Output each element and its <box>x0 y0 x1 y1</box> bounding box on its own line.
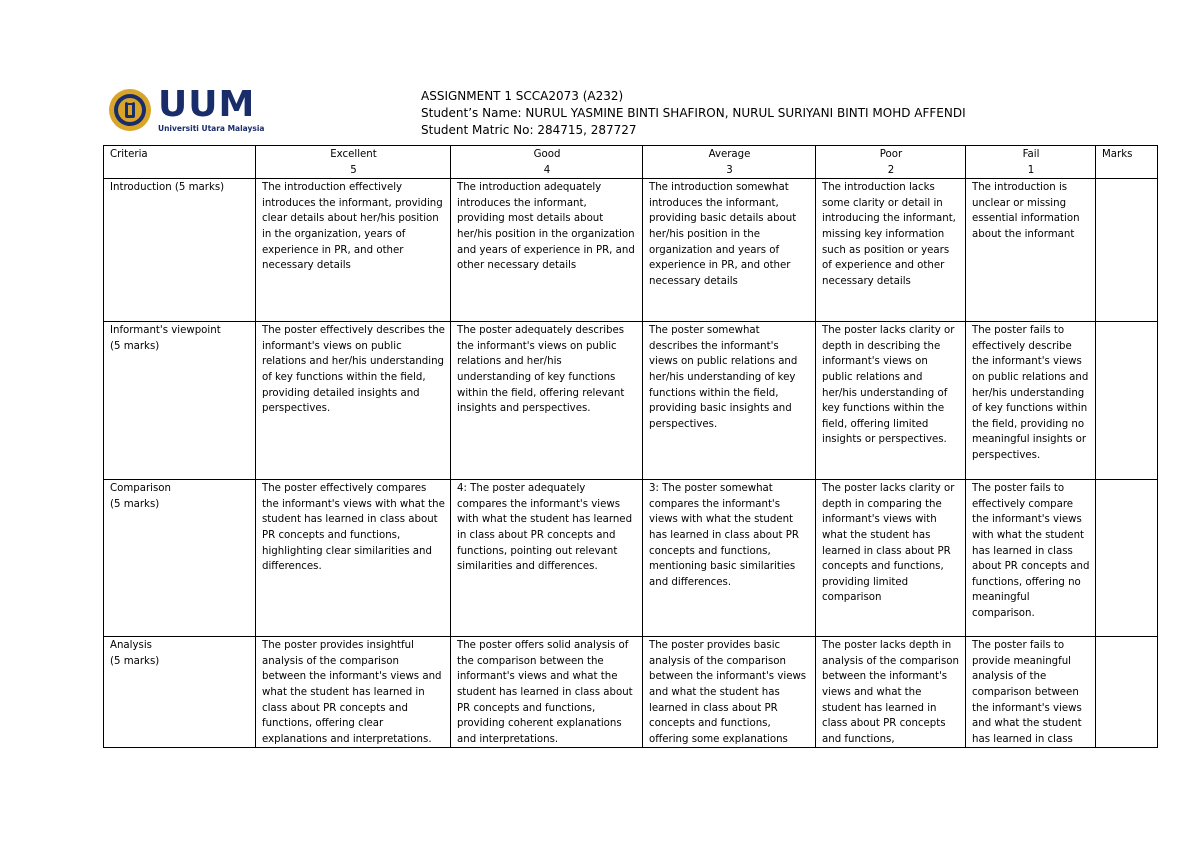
table-row <box>104 322 1158 480</box>
header-criteria: Criteria <box>104 146 256 179</box>
rubric-cell: The introduction is unclear or missing essential information about the informant <box>966 179 1096 322</box>
marks-cell <box>1096 480 1158 637</box>
table-row <box>104 179 1158 322</box>
rubric-table <box>103 145 1158 748</box>
rubric-cell: The introduction effectively introduces the informant, providing clear details about her/his position in the organization, years of experience in PR, and other necessary details <box>256 179 451 322</box>
criteria-cell: Informant's viewpoint (5 marks) <box>104 322 256 480</box>
logo-subtitle: Universiti Utara Malaysia <box>158 124 265 133</box>
table-row <box>104 480 1158 637</box>
rubric-cell: The poster provides insightful analysis of the comparison between the informant's views and what the student has learned in class about PR concepts and functions, offering clear explanations and interpretations. <box>256 637 451 748</box>
rubric-cell: The poster fails to provide meaningful analysis of the comparison between the informant's views and what the student has learned in class <box>966 637 1096 748</box>
uum-crest-icon <box>108 84 152 136</box>
marks-cell <box>1096 637 1158 748</box>
rubric-cell: The poster fails to effectively describe the informant's views on public relations and her/his understanding of key functions within the field, providing no meaningful insights or perspectives. <box>966 322 1096 480</box>
criteria-cell: Comparison (5 marks) <box>104 480 256 637</box>
criteria-cell: Introduction (5 marks) <box>104 179 256 322</box>
header-good: Good 4 <box>451 146 643 179</box>
rubric-cell: 3: The poster somewhat compares the informant's views with what the student has learned in class about PR concepts and functions, mentioning basic similarities and differences. <box>643 480 816 637</box>
student-matric: Student Matric No: 284715, 287727 <box>421 123 637 137</box>
rubric-cell: The introduction adequately introduces the informant, providing most details about her/his position in the organization and years of experience in PR, and other necessary details <box>451 179 643 322</box>
header-poor: Poor 2 <box>816 146 966 179</box>
header-excellent: Excellent 5 <box>256 146 451 179</box>
rubric-cell: The poster fails to effectively compare the informant's views with what the student has learned in class about PR concepts and functions, offering no meaningful comparison. <box>966 480 1096 637</box>
student-names: Student’s Name: NURUL YASMINE BINTI SHAFIRON, NURUL SURIYANI BINTI MOHD AFFENDI <box>421 106 966 120</box>
rubric-cell: The poster offers solid analysis of the comparison between the informant's views and what the student has learned in class about PR concepts and functions, providing coherent explanations and interpretations. <box>451 637 643 748</box>
rubric-cell: The poster adequately describes the informant's views on public relations and her/his understanding of key functions within the field, offering relevant insights and perspectives. <box>451 322 643 480</box>
rubric-cell: The poster lacks depth in analysis of the comparison between the informant's views and what the student has learned in class about PR concepts and functions, <box>816 637 966 748</box>
assignment-title: ASSIGNMENT 1 SCCA2073 (A232) <box>421 89 624 103</box>
document-heading <box>421 88 966 139</box>
criteria-cell: Analysis (5 marks) <box>104 637 256 748</box>
rubric-cell: The poster lacks clarity or depth in describing the informant's views on public relations and her/his understanding of key functions within the field, offering limited insights or perspectives. <box>816 322 966 480</box>
rubric-cell: The poster effectively describes the informant's views on public relations and her/his understanding of key functions within the field, providing detailed insights and perspectives. <box>256 322 451 480</box>
rubric-cell: 4: The poster adequately compares the informant's views with what the student has learned in class about PR concepts and functions, pointing out relevant similarities and differences. <box>451 480 643 637</box>
header-fail: Fail 1 <box>966 146 1096 179</box>
rubric-cell: The introduction lacks some clarity or detail in introducing the informant, missing key information such as position or years of experience and other necessary details <box>816 179 966 322</box>
rubric-cell: The introduction somewhat introduces the informant, providing basic details about her/his position in the organization and years of experience in PR, and other necessary details <box>643 179 816 322</box>
marks-cell <box>1096 179 1158 322</box>
table-row <box>104 637 1158 748</box>
rubric-cell: The poster somewhat describes the informant's views on public relations and her/his understanding of key functions within the field, providing basic insights and perspectives. <box>643 322 816 480</box>
header-marks: Marks <box>1096 146 1158 179</box>
rubric-cell: The poster lacks clarity or depth in comparing the informant's views with what the student has learned in class about PR concepts and functions, providing limited comparison <box>816 480 966 637</box>
uum-logo <box>108 80 265 140</box>
rubric-cell: The poster effectively compares the informant's views with what the student has learned in class about PR concepts and functions, highlighting clear similarities and differences. <box>256 480 451 637</box>
header-average: Average 3 <box>643 146 816 179</box>
marks-cell <box>1096 322 1158 480</box>
rubric-cell: The poster provides basic analysis of the comparison between the informant's views and what the student has learned in class about PR concepts and functions, offering some explanations <box>643 637 816 748</box>
logo-wordmark: UUM <box>158 84 256 125</box>
header-row <box>104 146 1158 179</box>
